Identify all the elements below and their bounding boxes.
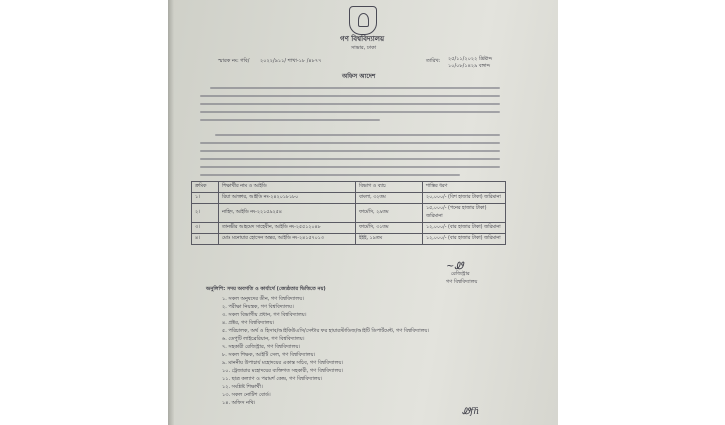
student-name: তানভীর আহমেদ সাহেবীন, আইডি নং-২৫৫১২০৪৮ [219,223,356,234]
table-row [192,204,506,223]
table-header-row [192,182,506,193]
signature-org: গণ বিশ্ববিদ্যালয় [446,279,478,285]
list-item: ৪. প্রক্টর, গণ বিশ্ববিদ্যালয়। [222,320,275,326]
column-header: বিভাগ ও ব্যাচ [356,182,423,193]
memo-number: ২০২২/৯১১/ শাখা-১৮ /৪৮৭৭ [260,58,322,64]
paragraph-line [200,166,500,168]
paragraph-line [200,142,500,144]
paragraph-line [200,111,500,113]
university-location: সাভার, ঢাকা [351,45,377,51]
paragraph-line [200,103,500,105]
list-item: ১৪. অফিস নথি। [222,400,256,406]
penalty: ১৫,০০০/- (পনের হাজার টাকা) জরিমানা [423,204,506,223]
list-item: ৬. ডেপুটি লাইব্রেরিয়ান, গণ বিশ্ববিদ্যালয়। [222,336,305,342]
department-batch: ফার্মেসি, ৩১তম [356,223,423,234]
list-item: ২. পরীক্ষা নিয়ন্ত্রক, গণ বিশ্ববিদ্যালয়। [222,304,294,310]
row-number: ২। [192,204,219,223]
paragraph-line [200,158,500,160]
row-number: ৩। [192,223,219,234]
department-batch: বাংলা, ৩২তম [356,193,423,204]
row-number: ৪। [192,234,219,245]
penalty: ২০,০০০/- (বিশ হাজার টাকা) জরিমানা [423,193,506,204]
list-item: ৩. সকল বিভাগীয় প্রধান, গণ বিশ্ববিদ্যালয়। [222,312,307,318]
paragraph-line [200,150,500,152]
paragraph-line [215,134,500,136]
paragraph-line [200,95,500,97]
university-logo [349,6,377,35]
list-item: ৮. সকল শিক্ষক, আইটি সেল, গণ বিশ্ববিদ্যালয়। [222,352,316,358]
penalty: ১২,০০০/- (বার হাজার টাকা) জরিমানা [423,223,506,234]
student-name: মোঃ মনোয়ার হোসেন অন্তর, আইডি নং-২৪১৫৭০১৩ [219,234,356,245]
paragraph-line [210,87,500,89]
paragraph-line [200,174,460,176]
distribution-heading: অনুলিপি: সদয় অবগতি ও কার্যার্থে (জ্যেষ্ঠতার ভিত্তিতে নয়) [206,286,326,292]
column-header: শিক্ষার্থীর নাম ও আইডি [219,182,356,193]
list-item: ১. সকল অনুষদের ডীন, গণ বিশ্ববিদ্যালয়। [222,296,305,302]
department-batch: ফার্মেসি, ২৯তম [356,204,423,223]
paper-edge-shadow [168,0,174,425]
memo-prefix: স্মারক নং: গবি/ [218,58,250,64]
penalty-table [191,181,506,245]
column-header: ক্রমিক [192,182,219,193]
date-bengali: ১০/০৮/১৪২৯ বঙ্গাব্দ [448,63,490,69]
registrar-signature: ~Ꮺ [446,261,464,272]
notice-title: অফিস আদেশ [342,73,376,80]
list-item: ১০. ট্রেজারার মহোদয়ের ব্যক্তিগত সহকারী, গণ বিশ্ববিদ্যালয়। [222,368,344,374]
list-item: ১১. ছাত্র কল্যাণ ও পরামর্শ কেন্দ্র, গণ বিশ্ববিদ্যালয়। [222,376,323,382]
student-name: রিয়া আক্তার, আইডি নং-২৪২০১৮১৮০ [219,193,356,204]
column-header: শাস্তির ধরণ [423,182,506,193]
signature-title: রেজিস্ট্রার [451,271,470,277]
penalty: ১২,০০০/- (বার হাজার টাকা) জরিমানা [423,234,506,245]
student-name: নাহিদ, আইডি নং-২২১৫৯২৫৪ [219,204,356,223]
department-batch: ইইই, ১৯তম [356,234,423,245]
list-item: ৫. পরিচালক, অর্থ ও হিসাব/আইকিউএসি/সেন্টার ফর হায়ারস্টাডিজ/আইটি ডিপার্টমেন্ট, গণ বিশ্ববিদ্যালয়। [222,328,430,334]
bottom-signature: Ꮺfɦ [462,407,480,417]
list-item: ৯. মাননীয় উপাচার্য মহোদয়ের একান্ত সচিব, গণ বিশ্ববিদ্যালয়। [222,360,344,366]
table-row [192,223,506,234]
row-number: ১। [192,193,219,204]
paragraph-line [200,119,380,121]
list-item: ১৩. সকল নোটিশ বোর্ড। [222,392,271,398]
table-row [192,234,506,245]
list-item: ৭. সহকারী রেজিস্ট্রার, গণ বিশ্ববিদ্যালয়। [222,344,301,350]
date-label: তারিখ: [426,58,441,64]
date-gregorian: ২৫/১১/২০২২ খ্রিষ্টাব্দ [448,56,493,62]
university-name: গণ বিশ্ববিদ্যালয় [340,35,385,43]
list-item: ১২. সংশ্লিষ্ট শিক্ষার্থী। [222,384,263,390]
table-row [192,193,506,204]
